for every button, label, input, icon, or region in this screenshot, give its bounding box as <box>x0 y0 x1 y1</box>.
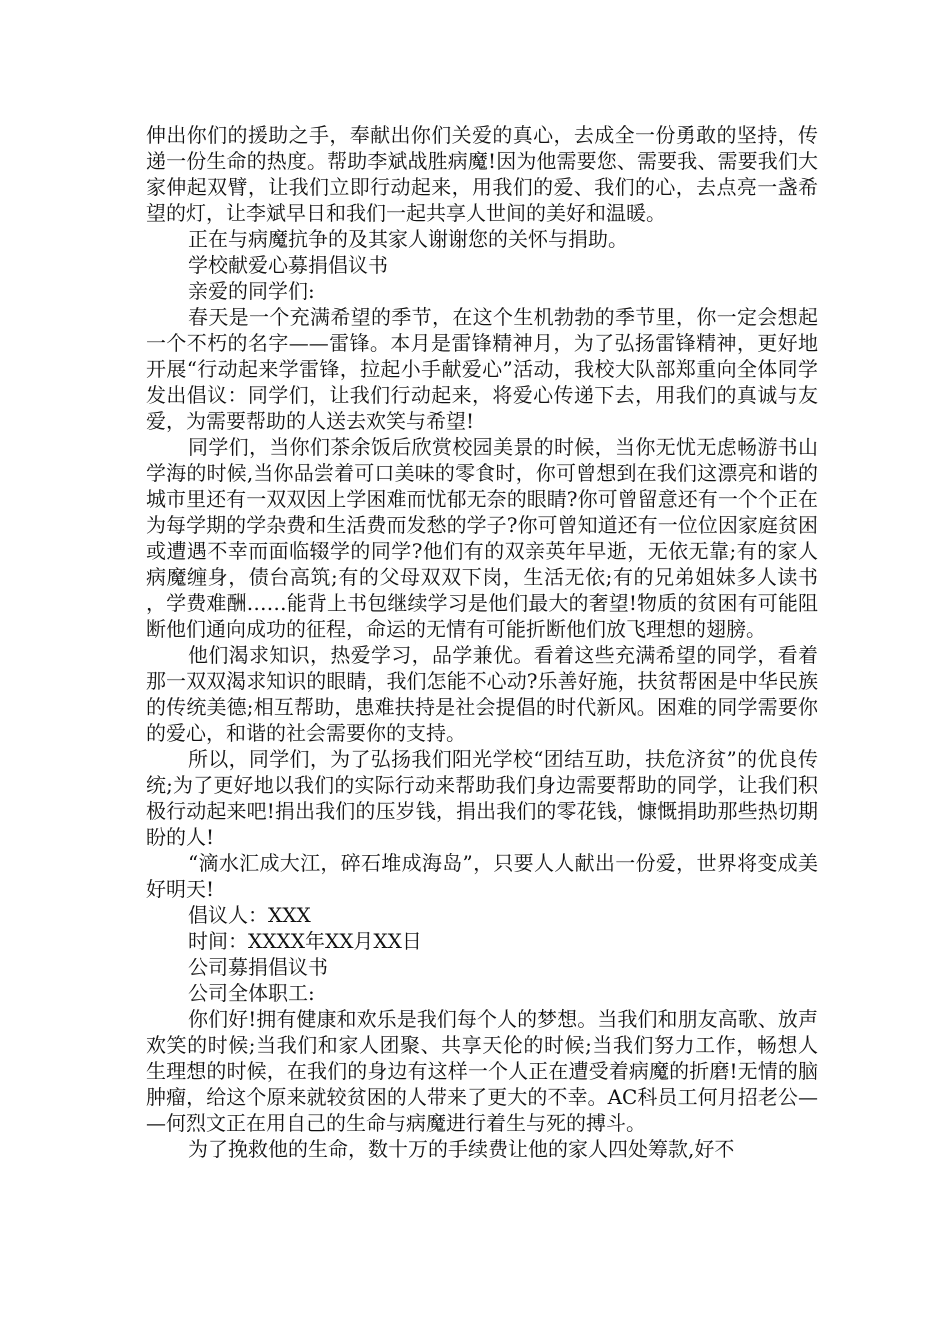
paragraph: 他们渴求知识，热爱学习，品学兼优。看着这些充满希望的同学，看着那一双双渴求知识的眼睛，我们怎能不心动?乐善好施，扶贫帮困是中华民族的传统美德;相互帮助，患难扶持是社会提倡的时代新风。困难的同学需要你的爱心，和谐的社会需要你的支持。 <box>146 643 818 745</box>
salutation: 亲爱的同学们: <box>188 279 315 303</box>
salutation: 公司全体职工: <box>188 981 315 1005</box>
paragraph: 你们好!拥有健康和欢乐是我们每个人的梦想。当我们和朋友高歌、放声欢笑的时候;当我们和家人团聚、共享天伦的时候;当我们努力工作，畅想人生理想的时候，在我们的身边有这样一个人正在遭受着病魔的折磨!无情的脑肿瘤，给这个原来就较贫困的人带来了更大的不幸。AC科员工何月招老公——何烈文正在用自己的生命与病魔进行着生与死的搏斗。 <box>146 1007 818 1135</box>
paragraph: 伸出你们的援助之手，奉献出你们关爱的真心，去成全一份勇敢的坚持，传递一份生命的热度。帮助李斌战胜病魔!因为他需要您、需要我、需要我们大家伸起双臂，让我们立即行动起来，用我们的爱、我们的心，去点亮一盏希望的灯，让李斌早日和我们一起共享人世间的美好和温暖。 <box>146 123 818 225</box>
paragraph: “滴水汇成大江，碎石堆成海岛”，只要人人献出一份爱，世界将变成美好明天! <box>146 851 818 901</box>
paragraph: 正在与病魔抗争的及其家人谢谢您的关怀与捐助。 <box>188 227 628 251</box>
signature-date: 时间：XXXX年XX月XX日 <box>188 929 422 953</box>
signature-initiator: 倡议人：XXX <box>188 903 311 927</box>
paragraph: 所以，同学们，为了弘扬我们阳光学校“团结互助，扶危济贫”的优良传统;为了更好地以我们的实际行动来帮助我们身边需要帮助的同学，让我们积极行动起来吧!捐出我们的压岁钱，捐出我们的零花钱，慷慨捐助那些热切期盼的人! <box>146 747 818 849</box>
section-title: 公司募捐倡议书 <box>188 955 328 979</box>
paragraph: 同学们，当你们茶余饭后欣赏校园美景的时候，当你无忧无虑畅游书山学海的时候,当你品尝着可口美味的零食时，你可曾想到在我们这漂亮和谐的城市里还有一双双因上学困难而忧郁无奈的眼睛?你可曾留意还有一个个正在为每学期的学杂费和生活费而发愁的学子?你可曾知道还有一位位因家庭贫困或遭遇不幸而面临辍学的同学?他们有的双亲英年早逝，无依无靠;有的家人病魔缠身，债台高筑;有的父母双双下岗，生活无依;有的兄弟姐妹多人读书，学费难酬……能背上书包继续学习是他们最大的奢望!物质的贫困有可能阻断他们通向成功的征程，命运的无情有可能折断他们放飞理想的翅膀。 <box>146 435 818 641</box>
section-title: 学校献爱心募捐倡议书 <box>188 253 388 277</box>
paragraph: 为了挽救他的生命，数十万的手续费让他的家人四处筹款,好不 <box>188 1137 735 1161</box>
paragraph: 春天是一个充满希望的季节，在这个生机勃勃的季节里，你一定会想起一个不朽的名字——雷锋。本月是雷锋精神月，为了弘扬雷锋精神，更好地开展“行动起来学雷锋，拉起小手献爱心”活动，我校大队部郑重向全体同学发出倡议：同学们，让我们行动起来，将爱心传递下去，用我们的真诚与友爱，为需要帮助的人送去欢笑与希望! <box>146 305 818 433</box>
document-body <box>146 122 818 1162</box>
